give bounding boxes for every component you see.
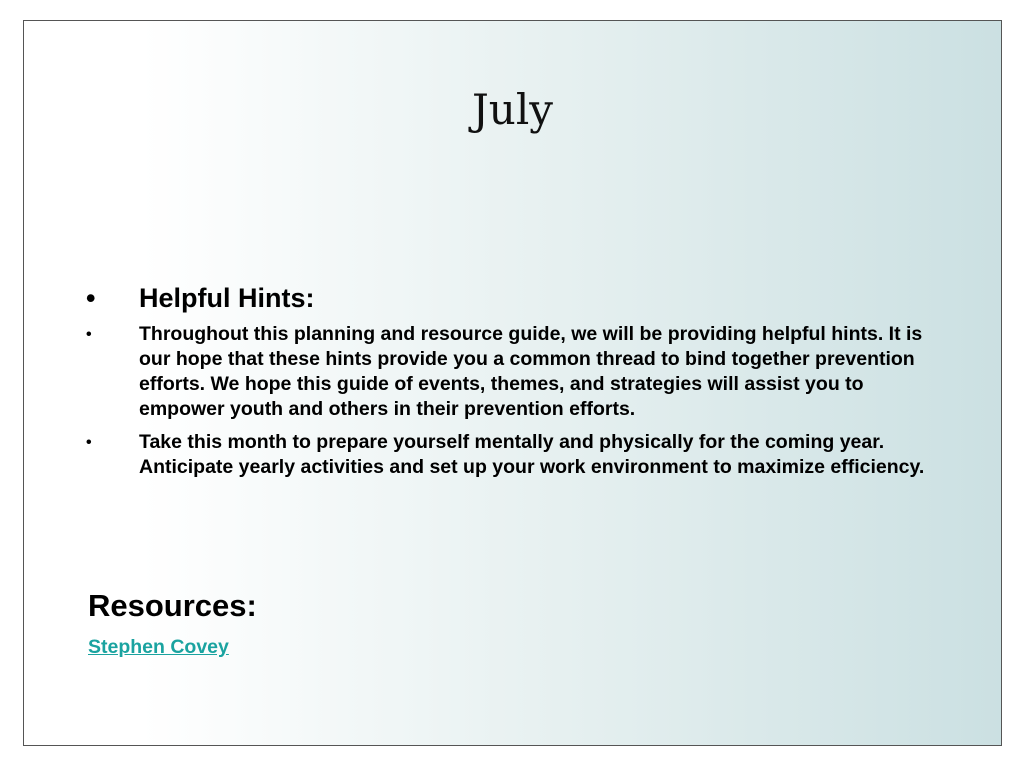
hint-item <box>86 430 946 480</box>
hint-text: Take this month to prepare yourself mentally and physically for the coming year. Anticipate yearly activities and set up your work environment to maximize efficiency. <box>139 431 925 478</box>
bullet-icon: • <box>86 283 96 313</box>
hint-heading-text: Helpful Hints: <box>139 283 315 313</box>
resource-link-stephen-covey[interactable]: Stephen Covey <box>88 636 229 658</box>
hints-list <box>86 283 946 488</box>
hint-heading-item <box>86 283 946 314</box>
bullet-icon: • <box>86 434 92 451</box>
resources-heading: Resources: <box>88 588 257 623</box>
hint-item <box>86 322 946 422</box>
slide-title: July <box>471 85 554 134</box>
hint-text: Throughout this planning and resource guide, we will be providing helpful hints. It is our hope that these hints provide you a common thread to bind together prevention efforts. We hope this guide of events, themes, and strategies will assist you to empower youth and others in their prevention efforts. <box>139 323 923 420</box>
slide <box>23 20 1002 746</box>
bullet-icon: • <box>86 326 92 343</box>
